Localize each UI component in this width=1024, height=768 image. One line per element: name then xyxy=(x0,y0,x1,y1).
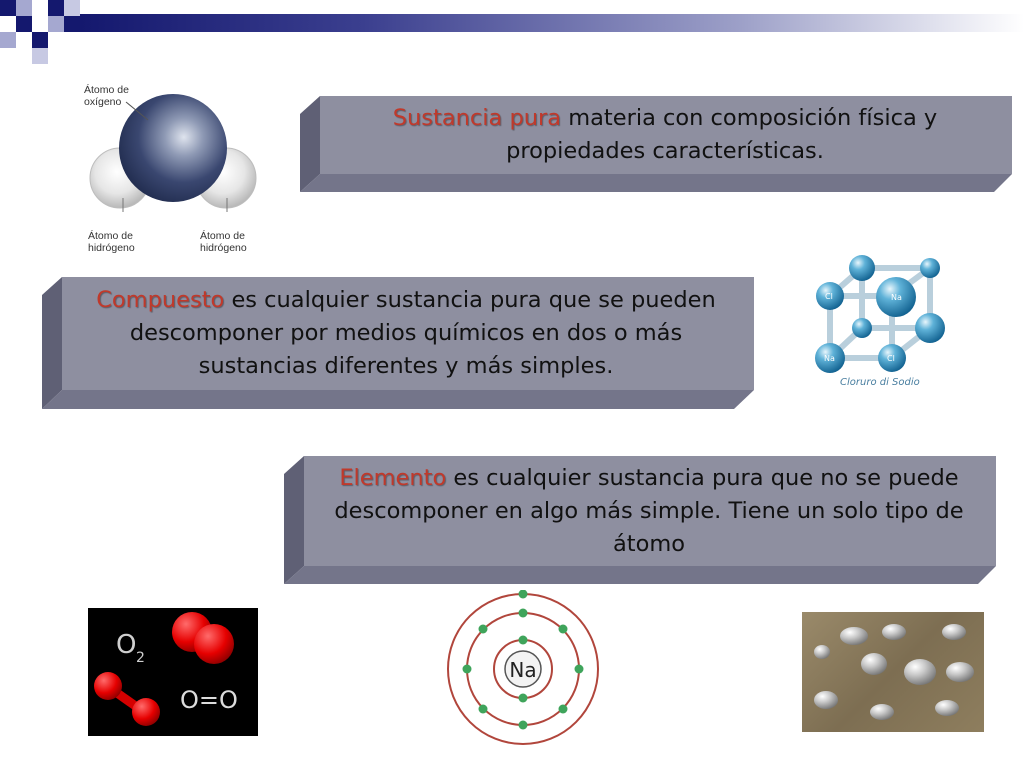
definition-box-elemento xyxy=(284,456,996,584)
water-molecule-diagram xyxy=(78,80,268,260)
definition-text-sustancia-pura: Sustancia pura materia con composición física y propiedades características. xyxy=(392,105,938,164)
definition-text-compuesto: Compuesto es cualquier sustancia pura que se pueden descomponer por medios químicos en dos o más sustancias diferentes y más simples. xyxy=(96,287,716,379)
definition-text-elemento: Elemento es cualquier sustancia pura que no se puede descomponer en algo más simple. Tiene un solo tipo de átomo xyxy=(334,464,964,557)
cl-label: Cl xyxy=(887,354,895,363)
o2-subscript: 2 xyxy=(136,650,145,666)
na-label: Na xyxy=(891,293,902,302)
term-sustancia-pura: Sustancia pura xyxy=(392,105,562,131)
na-symbol: Na xyxy=(509,658,537,682)
o2-formula: O xyxy=(116,630,137,660)
hydrogen-atom-label-left: Átomo de hidrógeno xyxy=(88,230,135,254)
hydrogen-atom-label-right: Átomo de hidrógeno xyxy=(200,230,247,254)
title-bar-gradient xyxy=(80,14,1024,32)
term-compuesto: Compuesto xyxy=(96,287,225,313)
nacl-crystal-image xyxy=(800,244,960,394)
nacl-caption: Cloruro di Sodio xyxy=(840,377,920,388)
sodium-atom-diagram xyxy=(442,590,604,750)
term-elemento: Elemento xyxy=(339,464,447,491)
oxygen-molecule-image xyxy=(88,608,258,736)
cl-label: Cl xyxy=(825,292,833,301)
definition-box-sustancia-pura xyxy=(300,96,1012,192)
na-label: Na xyxy=(824,354,835,363)
mercury-droplets-photo xyxy=(802,612,984,732)
definition-box-compuesto xyxy=(42,277,754,409)
oxygen-atom-label: Átomo de oxígeno xyxy=(84,84,129,108)
o2-structure: O=O xyxy=(180,686,238,714)
